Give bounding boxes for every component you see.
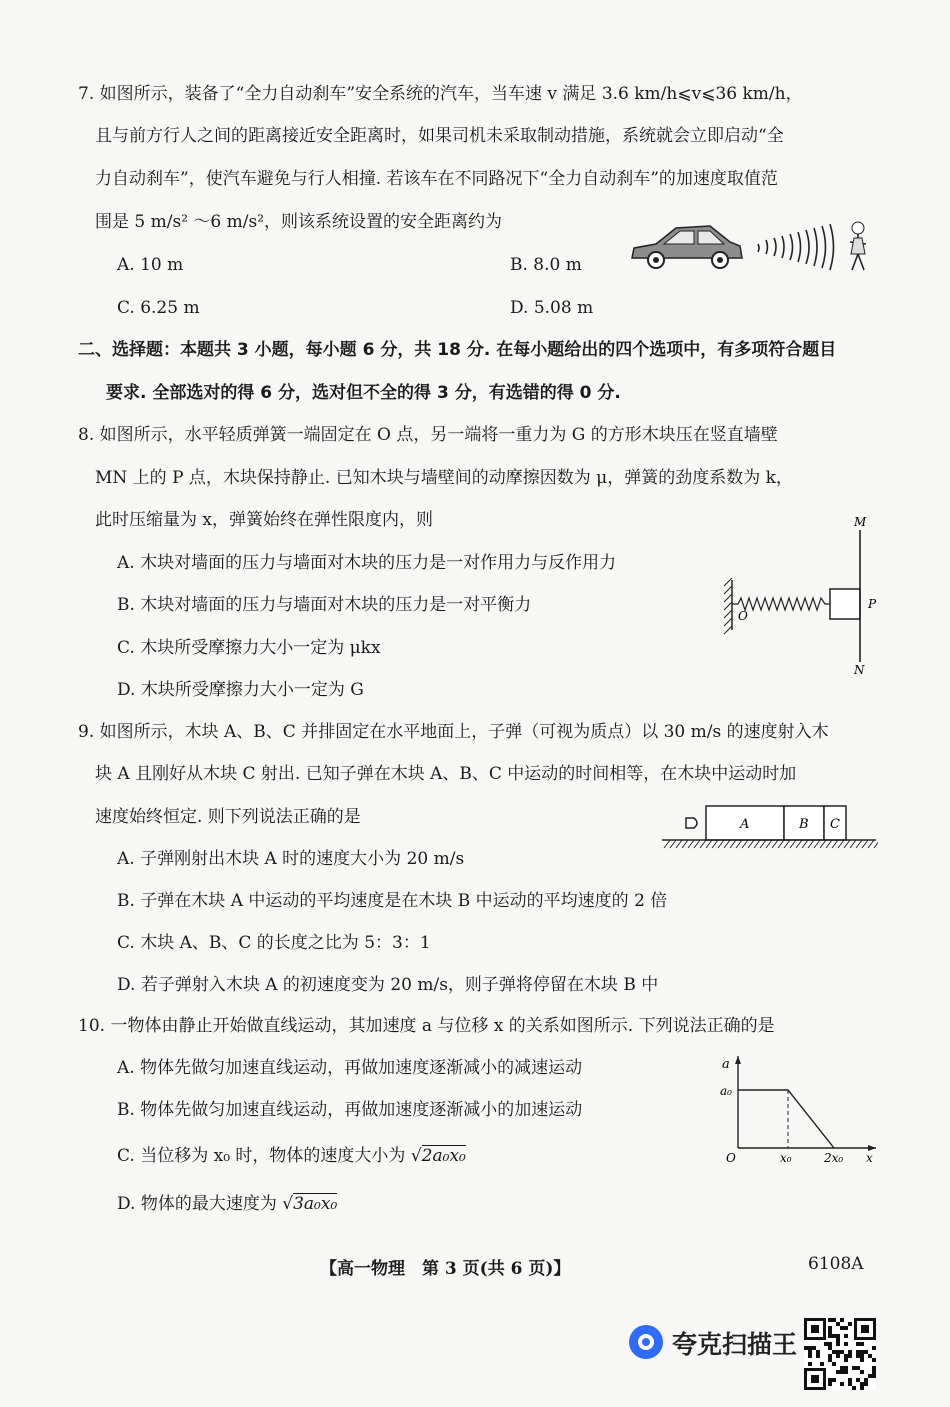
q8-line3: 此时压缩量为 x，弹簧始终在弹性限度内，则: [95, 510, 433, 530]
tick-label-x0: x₀: [780, 1151, 792, 1165]
q10-option-d-text: D. 物体的最大速度为: [117, 1194, 277, 1214]
q8-option-b: B. 木块对墙面的压力与墙面对木块的压力是一对平衡力: [117, 595, 532, 615]
q8-line2: MN 上的 P 点，木块保持静止. 已知木块与墙壁间的动摩擦因数为 μ，弹簧的劲度系数为 k，: [95, 468, 793, 488]
origin-label: O: [726, 1151, 736, 1165]
q9-option-c: C. 木块 A、B、C 的长度之比为 5：3：1: [117, 933, 431, 953]
q9-line3: 速度始终恒定. 则下列说法正确的是: [95, 807, 361, 827]
paper-code: 6108A: [808, 1254, 864, 1274]
q10-option-c-radical: √2a₀x₀: [410, 1146, 466, 1166]
scanner-brand-text: 夸克扫描王: [672, 1330, 798, 1359]
label-o: O: [738, 609, 748, 623]
label-p: P: [868, 597, 877, 611]
q10-option-c: [117, 1145, 466, 1167]
tick-label-2x0: 2x₀: [824, 1151, 844, 1165]
spring-block-wall-figure: [722, 512, 882, 680]
axis-label-a: a: [722, 1057, 730, 1072]
q10-option-d: [117, 1193, 337, 1215]
q9-line1: 9. 如图所示，木块 A、B、C 并排固定在水平地面上，子弹（可视为质点）以 30 m/s 的速度射入木: [78, 722, 829, 742]
block-b-label: B: [799, 817, 809, 832]
q8-option-d: D. 木块所受摩擦力大小一定为 G: [117, 680, 364, 700]
q9-line2: 块 A 且刚好从木块 C 射出. 已知子弹在木块 A、B、C 中运动的时间相等，在木块中运动时加: [95, 764, 797, 784]
q7-option-d: D. 5.08 m: [510, 298, 594, 318]
label-m: M: [854, 515, 867, 529]
tick-label-a0: a₀: [720, 1084, 732, 1098]
scanner-logo-icon: [626, 1322, 666, 1362]
q10-option-a: A. 物体先做匀加速直线运动，再做加速度逐渐减小的减速运动: [117, 1058, 583, 1078]
a-x-graph: [716, 1050, 882, 1168]
q7-line3: 力自动刹车”，使汽车避免与行人相撞. 若该车在不同路况下“全力自动刹车”的加速度取值范: [95, 169, 778, 189]
q9-option-d: D. 若子弹射入木块 A 的初速度变为 20 m/s，则子弹将停留在木块 B 中: [117, 975, 659, 995]
section2-heading-line2: 要求. 全部选对的得 6 分，选对但不全的得 3 分，有选错的得 0 分.: [106, 383, 621, 403]
q7-line4: 围是 5 m/s² ～6 m/s²，则该系统设置的安全距离约为: [95, 212, 503, 232]
q10-option-b: B. 物体先做匀加速直线运动，再做加速度逐渐减小的加速运动: [117, 1100, 583, 1120]
section2-heading-line1: 二、选择题：本题共 3 小题，每小题 6 分，共 18 分. 在每小题给出的四个选项中，有多项符合题目: [78, 340, 837, 360]
car-pedestrian-figure: [628, 214, 876, 280]
q7-option-a: A. 10 m: [117, 255, 184, 275]
qr-code-icon: [804, 1318, 876, 1390]
axis-label-x: x: [866, 1151, 873, 1165]
q10-option-c-text: C. 当位移为 x₀ 时，物体的速度大小为: [117, 1146, 406, 1166]
block-c-label: C: [830, 817, 840, 832]
q10-option-c-radicand: 2a₀x₀: [421, 1146, 466, 1166]
q10-line1: 10. 一物体由静止开始做直线运动，其加速度 a 与位移 x 的关系如图所示. 下列说法正确的是: [78, 1016, 775, 1036]
label-n: N: [854, 663, 865, 677]
q7-option-c: C. 6.25 m: [117, 298, 200, 318]
q7-line1: 7. 如图所示，装备了“全力自动刹车”安全系统的汽车，当车速 v 满足 3.6 km/h⩽v⩽36 km/h，: [78, 84, 803, 104]
page-footer: 【高一物理 第 3 页(共 6 页)】: [320, 1259, 571, 1279]
bullet-blocks-figure: [660, 802, 878, 850]
q9-option-a: A. 子弹刚射出木块 A 时的速度大小为 20 m/s: [117, 849, 465, 869]
q10-option-d-radical: √3a₀x₀: [282, 1194, 338, 1214]
q10-option-d-radicand: 3a₀x₀: [293, 1194, 338, 1214]
q9-option-b: B. 子弹在木块 A 中运动的平均速度是在木块 B 中运动的平均速度的 2 倍: [117, 891, 668, 911]
q7-option-b: B. 8.0 m: [510, 255, 582, 275]
q8-line1: 8. 如图所示，水平轻质弹簧一端固定在 O 点，另一端将一重力为 G 的方形木块压在竖直墙壁: [78, 425, 778, 445]
block-a-label: A: [740, 817, 750, 832]
q7-line2: 且与前方行人之间的距离接近安全距离时，如果司机未采取制动措施，系统就会立即启动“全: [95, 126, 784, 146]
q8-option-a: A. 木块对墙面的压力与墙面对木块的压力是一对作用力与反作用力: [117, 553, 617, 573]
q8-option-c: C. 木块所受摩擦力大小一定为 μkx: [117, 638, 381, 658]
